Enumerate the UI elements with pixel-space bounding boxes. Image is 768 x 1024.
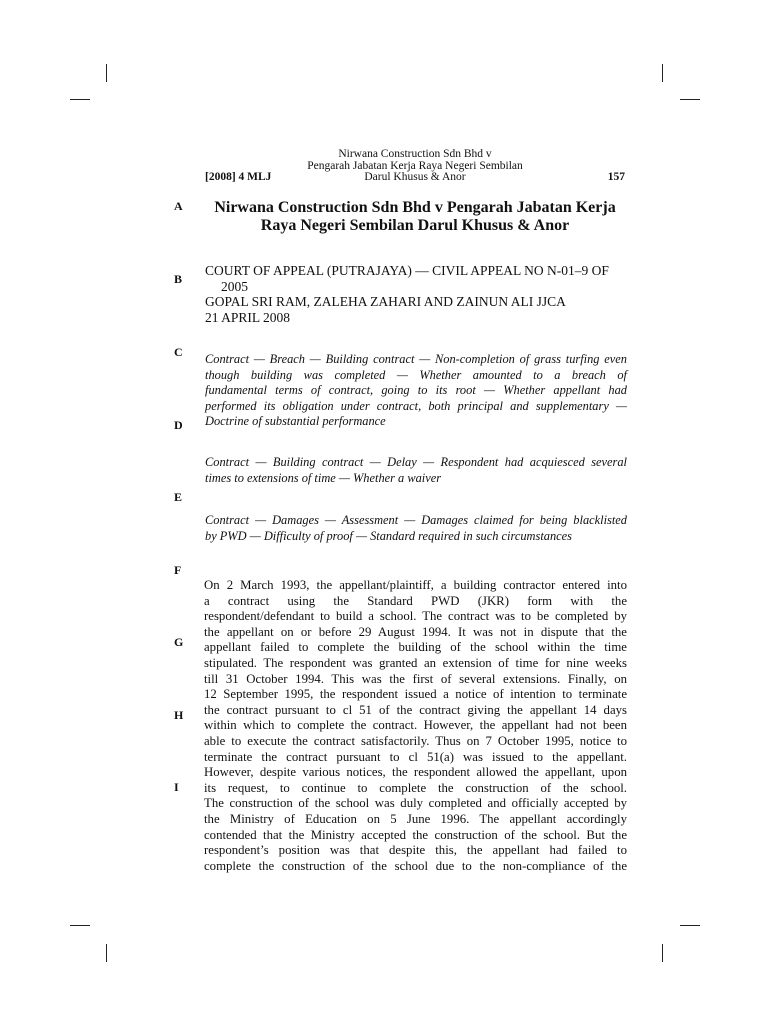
margin-letter-c: C <box>174 345 183 359</box>
body-line: stipulated. The respondent was granted an extension of time for nine weeks <box>204 655 627 670</box>
crop-mark-top-left-vertical <box>106 64 107 82</box>
margin-letter-h: H <box>174 708 184 722</box>
catchword-block-2 <box>205 455 627 486</box>
body-line: the appellant on or before 29 August 1994. It was not in dispute that the <box>204 624 627 639</box>
running-head <box>205 149 625 189</box>
catchword-block-3 <box>205 513 627 544</box>
body-line: the contract pursuant to cl 51 of the contract giving the appellant 14 days <box>204 702 627 717</box>
case-title-line: Nirwana Construction Sdn Bhd v Pengarah Jabatan Kerja <box>214 199 616 216</box>
body-line: respondent’s position was that despite this, the appellant had failed to <box>204 843 627 858</box>
crop-mark-top-left-horizontal <box>70 99 90 100</box>
catchword-line: times to extensions of time — Whether a waiver <box>205 470 442 485</box>
crop-mark-bottom-right-horizontal <box>680 925 700 926</box>
case-title-line: Raya Negeri Sembilan Darul Khusus & Anor <box>260 217 570 234</box>
body-line: appellant failed to complete the building of the school within the time <box>204 640 627 655</box>
margin-letter-i: I <box>174 780 179 794</box>
catchword-block-1 <box>205 352 627 430</box>
crop-mark-top-right-horizontal <box>680 99 700 100</box>
body-line: However, despite various notices, the respondent allowed the appellant, upon <box>204 765 627 780</box>
court-date: 21 APRIL 2008 <box>205 309 291 325</box>
court-info <box>205 263 625 325</box>
catchword-line: performed its obligation under contract, both principal and supplementary — <box>205 398 627 413</box>
body-line: within which to complete the contract. However, the appellant had not been <box>204 718 627 733</box>
margin-letter-f: F <box>174 563 182 577</box>
margin-letter-e: E <box>174 490 183 504</box>
page-number: 157 <box>607 171 625 183</box>
catchword-line: Contract — Damages — Assessment — Damages claimed for being blacklisted <box>205 513 627 527</box>
crop-mark-bottom-left-vertical <box>106 944 107 962</box>
crop-mark-bottom-left-horizontal <box>70 925 90 926</box>
body-line: the Ministry of Education on 5 June 1996. The appellant accordingly <box>204 811 627 826</box>
body-line: till 31 October 1994. This was the first of several extensions. Finally, on <box>204 671 627 686</box>
body-line: its request, to continue to complete the construction of the school. <box>204 780 627 795</box>
running-head-line: Darul Khusus & Anor <box>364 171 466 183</box>
margin-letter-b: B <box>174 272 183 286</box>
body-line: 12 September 1995, the respondent issued a notice of intention to terminate <box>204 687 627 702</box>
crop-mark-bottom-right-vertical <box>662 944 663 962</box>
crop-mark-top-right-vertical <box>662 64 663 82</box>
running-head-line: Pengarah Jabatan Kerja Raya Negeri Sembilan <box>307 159 523 172</box>
body-line: a contract using the Standard PWD (JKR) form with the <box>204 593 627 608</box>
headnote-body <box>204 578 627 874</box>
court-judges: GOPAL SRI RAM, ZALEHA ZAHARI AND ZAINUN ALI JJCA <box>205 294 566 309</box>
catchword-line: though building was completed — Whether amounted to a breach of <box>205 367 627 382</box>
body-line: terminate the contract pursuant to cl 51(a) was issued to the appellant. <box>204 749 627 764</box>
margin-letter-g: G <box>174 635 184 649</box>
catchword-line: by PWD — Difficulty of proof — Standard required in such circumstances <box>205 528 572 543</box>
catchword-line: Doctrine of substantial performance <box>205 414 386 428</box>
catchword-line: fundamental terms of contract, going to its root — Whether appellant had <box>205 383 627 397</box>
body-line: On 2 March 1993, the appellant/plaintiff, a building contractor entered into <box>204 578 627 592</box>
margin-letter-d: D <box>174 418 183 432</box>
body-line: contended that the Ministry accepted the construction of the school. But the <box>204 827 627 842</box>
catchword-line: Contract — Breach — Building contract — Non-completion of grass turfing even <box>205 352 627 366</box>
body-line: respondent/defendant to build a school. The contract was to be completed by <box>204 609 627 624</box>
margin-letter-a: A <box>174 199 183 213</box>
court-appeal-number: COURT OF APPEAL (PUTRAJAYA) — CIVIL APPEAL NO N-01–9 OF <box>205 263 609 278</box>
body-line: able to execute the contract satisfactorily. Thus on 7 October 1995, notice to <box>204 733 627 748</box>
running-head-line: Nirwana Construction Sdn Bhd v <box>338 148 492 160</box>
body-line: The construction of the school was duly completed and officially accepted by <box>204 796 627 811</box>
case-title <box>205 199 625 235</box>
journal-citation: [2008] 4 MLJ <box>205 171 272 183</box>
court-appeal-year: 2005 <box>221 278 248 294</box>
body-line: complete the construction of the school due to the non-compliance of the <box>204 858 627 873</box>
catchword-line: Contract — Building contract — Delay — Respondent had acquiesced several <box>205 455 627 469</box>
